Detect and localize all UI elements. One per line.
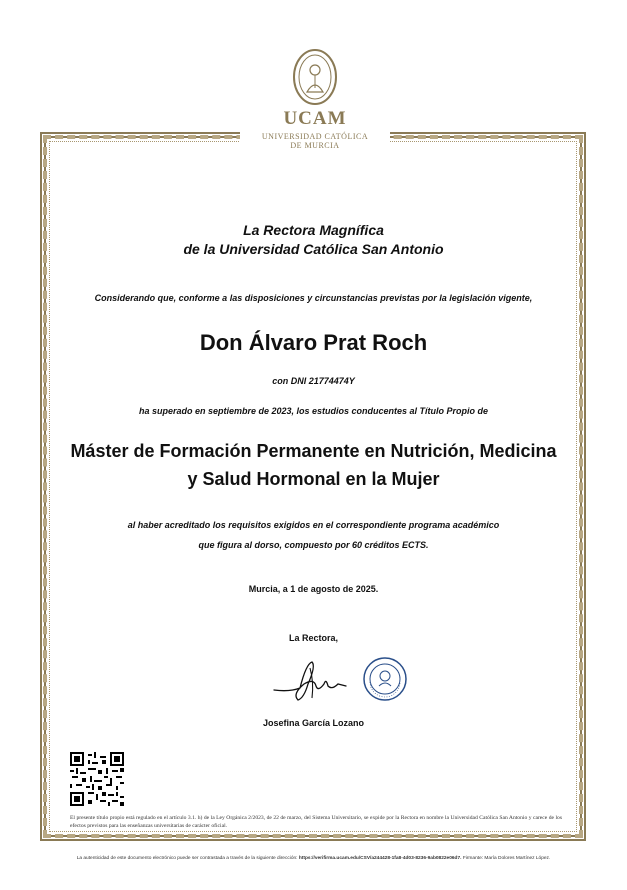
passed-text: ha superado en septiembre de 2023, los estudios conducentes al Título Propio de bbox=[138, 406, 489, 416]
requirements-line1: al haber acreditado los requisitos exigidos en el correspondiente programa académico bbox=[127, 520, 500, 530]
degree-title-line2: y Salud Hormonal en la Mujer bbox=[187, 469, 440, 489]
signatory-name: Josefina García Lozano bbox=[262, 718, 365, 728]
qr-code-icon[interactable] bbox=[70, 752, 124, 806]
logo-subtitle-line2: DE MURCIA bbox=[290, 141, 340, 150]
requirements-line2: que figura al dorso, compuesto por 60 créditos ECTS. bbox=[198, 540, 429, 550]
footer-signers: Firmante: María Dolores Martínez López. bbox=[462, 856, 551, 861]
rector-heading-line2: de la Universidad Católica San Antonio bbox=[183, 241, 444, 257]
official-stamp-icon bbox=[362, 656, 408, 702]
degree-title-line1: Máster de Formación Permanente en Nutrición, Medicina bbox=[70, 441, 557, 461]
handwritten-signature bbox=[270, 654, 350, 704]
legal-notice: El presente título propio está regulado en el artículo 3.1. h) de la Ley Orgánica 2/2023, de 22 de marzo, del Sistema Universitario, se expide por la Rectora en nombre la Universidad Católica San Antonio y carece de los efectos previstos para las enseñanzas universitarias de carácter oficial. bbox=[70, 815, 562, 829]
rector-heading-line1: La Rectora Magnífica bbox=[243, 222, 384, 238]
logo-subtitle-line1: UNIVERSIDAD CATÓLICA bbox=[261, 132, 369, 141]
ucam-logo bbox=[240, 14, 390, 154]
footer-prefix: La autenticidad de este documento electrónico puede ser contrastada a través de la siguiente dirección: bbox=[76, 856, 298, 861]
issue-date: Murcia, a 1 de agosto de 2025. bbox=[248, 584, 379, 594]
logo-name: UCAM bbox=[283, 108, 347, 129]
verification-link[interactable]: https://verifirma.ucam.edu/CSV/a244428-1fa8-4d03-8236-9ab0822e06d7. bbox=[298, 856, 462, 861]
recipient-name: Don Álvaro Prat Roch bbox=[199, 330, 428, 355]
university-seal-icon bbox=[292, 48, 338, 106]
recipient-dni: con DNI 21774474Y bbox=[272, 376, 355, 386]
verification-footer bbox=[0, 856, 627, 861]
signatory-title: La Rectora, bbox=[288, 633, 339, 643]
considering-text: Considerando que, conforme a las disposiciones y circunstancias previstas por la legislación vigente, bbox=[94, 293, 533, 303]
